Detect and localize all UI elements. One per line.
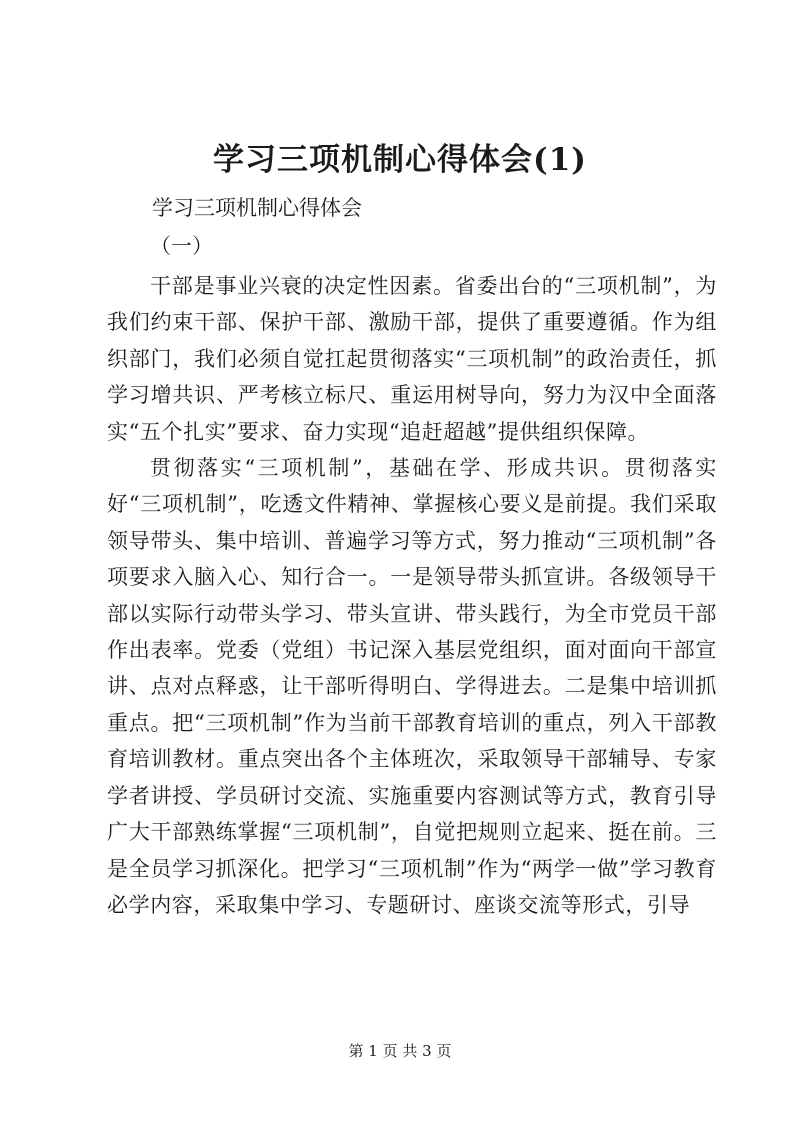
document-body bbox=[107, 268, 717, 923]
paragraph: 贯彻落实“三项机制”，基础在学、形成共识。贯彻落实好“三项机制”，吃透文件精神、掌握核心要义是前提。我们采取领导带头、集中培训、普遍学习等方式，努力推动“三项机制”各项要求入脑入心、知行合一。一是领导带头抓宣讲。各级领导干部以实际行动带头学习、带头宣讲、带头践行，为全市党员干部作出表率。党委（党组）书记深入基层党组织，面对面向干部宣讲、点对点释惑，让干部听得明白、学得进去。二是集中培训抓重点。把“三项机制”作为当前干部教育培训的重点，列入干部教育培训教材。重点突出各个主体班次，采取领导干部辅导、专家学者讲授、学员研讨交流、实施重要内容测试等方式，教育引导广大干部熟练掌握“三项机制”，自觉把规则立起来、挺在前。三是全员学习抓深化。把学习“三项机制”作为“两学一做”学习教育必学内容，采取集中学习、专题研讨、座谈交流等形式，引导 bbox=[107, 456, 717, 917]
section-heading: （一） bbox=[150, 234, 213, 258]
document-title: 学习三项机制心得体会(1) bbox=[213, 142, 587, 178]
document-subtitle: 学习三项机制心得体会 bbox=[152, 196, 362, 220]
paragraph: 干部是事业兴衰的决定性因素。省委出台的“三项机制”，为我们约束干部、保护干部、激励干部，提供了重要遵循。作为组织部门，我们必须自觉扛起贯彻落实“三项机制”的政治责任，抓学习增共识、严考核立标尺、重运用树导向，努力为汉中全面落实“五个扎实”要求、奋力实现“追赶超越”提供组织保障。 bbox=[107, 274, 717, 444]
page-footer: 第 1 页 共 3 页 bbox=[348, 1042, 452, 1060]
